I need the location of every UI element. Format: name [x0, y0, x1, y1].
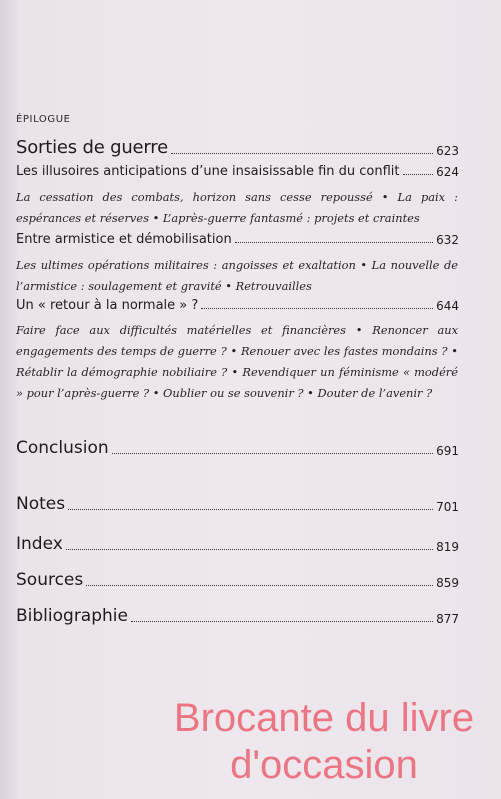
toc-entry-section-1 [16, 164, 459, 179]
toc-entry-sources [16, 570, 459, 590]
page-number: 819 [436, 540, 459, 554]
dot-leader [86, 584, 433, 586]
section-title: Entre armistice et démobilisation [16, 232, 232, 247]
back-matter-title: Conclusion [16, 438, 109, 458]
section-summary: Les ultimes opérations militaires : angoisses et exaltation • La nouvelle de l’armistice : soulagement et gravité • Retrouvailles [16, 258, 458, 293]
toc-entry-index [16, 534, 459, 554]
page-number: 701 [436, 500, 459, 514]
dot-leader [235, 241, 433, 243]
section-summary: Faire face aux difficultés matérielles et financières • Renoncer aux engagements des temps de guerre ? • Renouer avec les fastes mondains ? • Rétablir la démographie nobiliaire ? • Revendiquer un féminisme « modéré » pour l’après-guerre ? • Oublier ou se souvenir ? • Douter de l’avenir ? [16, 323, 458, 400]
page-number: 859 [436, 576, 459, 590]
section-eyebrow: ÉPILOGUE [16, 114, 71, 125]
chapter-title: Sorties de guerre [16, 137, 168, 158]
dot-leader [112, 452, 433, 454]
page-number: 624 [436, 165, 459, 179]
section-title: Les illusoires anticipations d’une insaisissable fin du conflit [16, 164, 400, 179]
toc-entry-bibliographie [16, 606, 459, 626]
dot-leader [171, 152, 433, 154]
page-number: 644 [436, 299, 459, 313]
toc-entry-epilogue-title [16, 137, 459, 158]
toc-entry-notes [16, 494, 459, 514]
back-matter-title: Index [16, 534, 63, 554]
back-matter-title: Notes [16, 494, 66, 514]
toc-entry-section-3 [16, 298, 459, 313]
page-number: 623 [436, 144, 459, 158]
section-summary: La cessation des combats, horizon sans cesse repoussé • La paix : espérances et réserves • L’après-guerre fantasmé : projets et craintes [16, 190, 458, 225]
watermark-line-2: d'occasion [230, 743, 418, 787]
dot-leader [403, 173, 434, 175]
dot-leader [131, 620, 433, 622]
dot-leader [68, 508, 433, 510]
watermark-line-1: Brocante du livre [173, 696, 475, 740]
section-title: Un « retour à la normale » ? [16, 298, 199, 313]
page-number: 691 [436, 444, 459, 458]
dot-leader [201, 307, 433, 309]
back-matter-title: Bibliographie [16, 606, 128, 626]
page-number: 877 [436, 612, 459, 626]
toc-entry-section-2 [16, 232, 459, 247]
page-number: 632 [436, 233, 459, 247]
back-matter-title: Sources [16, 570, 84, 590]
toc-entry-conclusion [16, 438, 459, 458]
dot-leader [66, 548, 433, 550]
